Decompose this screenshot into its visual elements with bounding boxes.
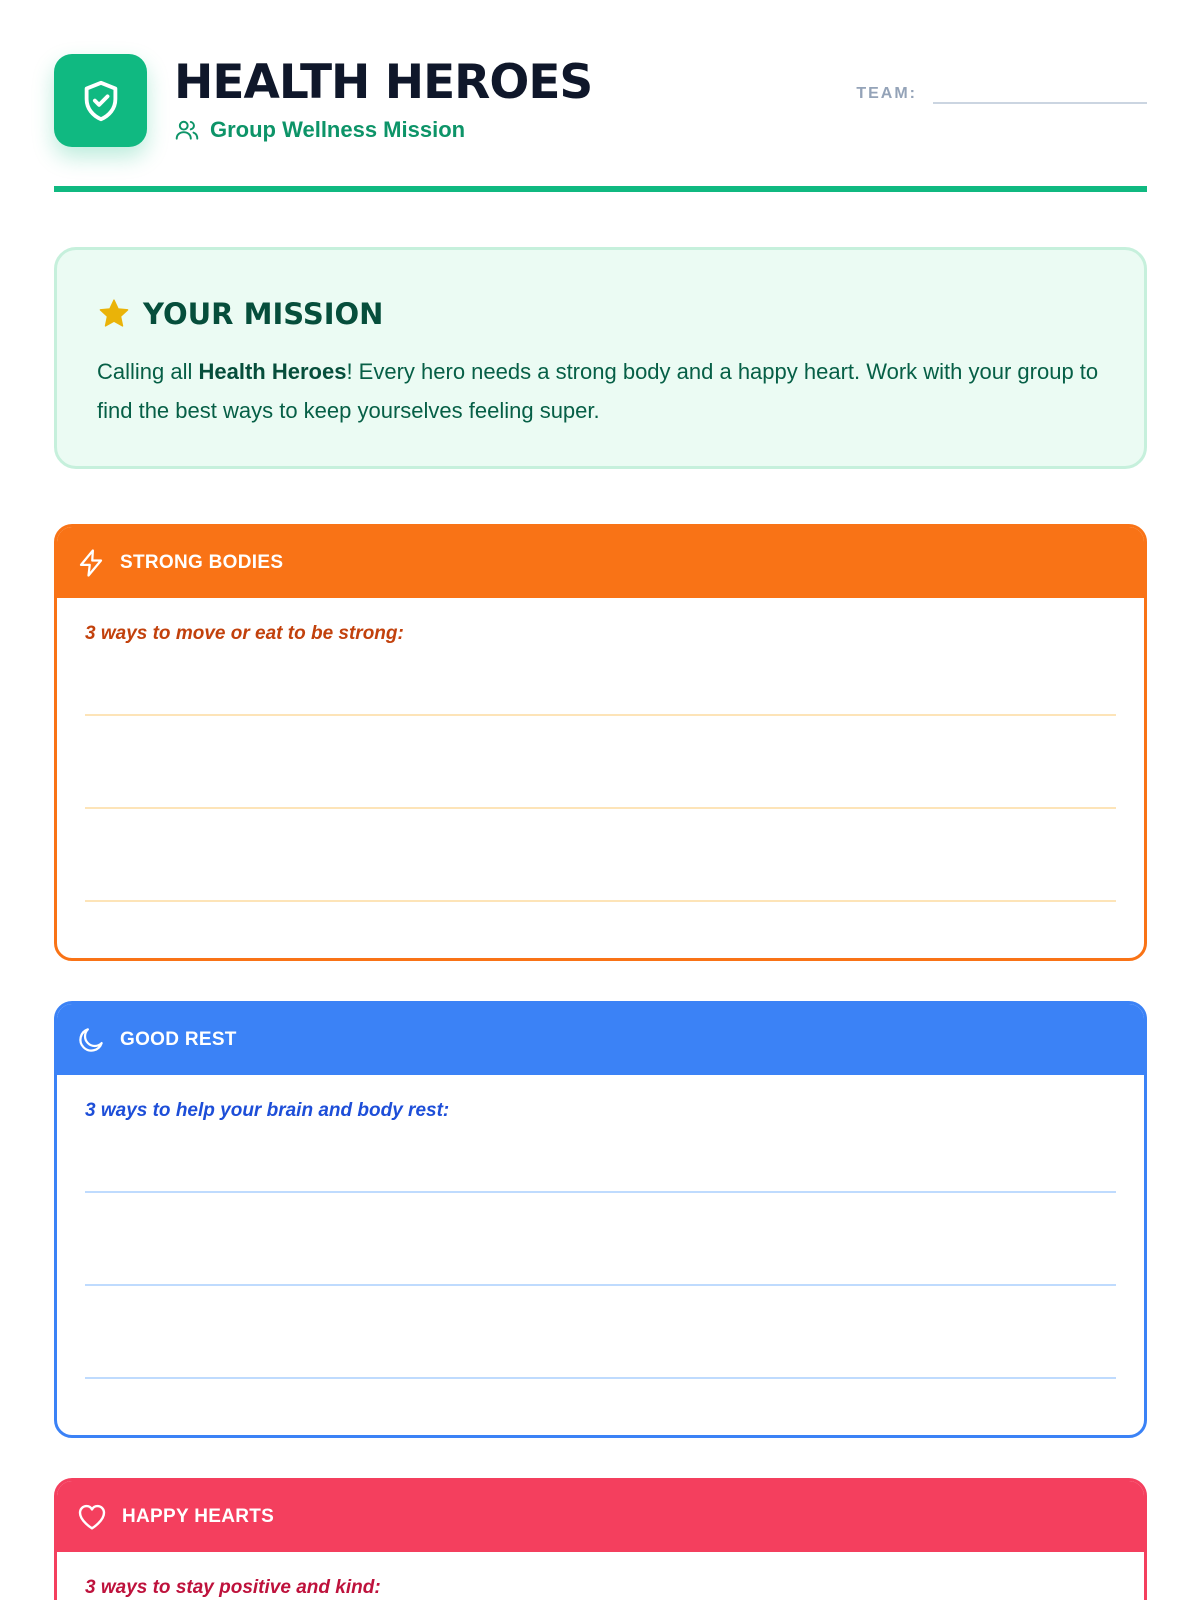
section-prompt: 3 ways to help your brain and body rest: — [85, 1100, 450, 1121]
section-strong-bodies — [54, 524, 1147, 961]
section-happy-hearts — [54, 1478, 1147, 1600]
section-title: GOOD REST — [120, 1028, 237, 1050]
section-title: HAPPY HEARTS — [122, 1505, 275, 1527]
shield-logo — [54, 54, 147, 147]
subtitle-text: Group Wellness Mission — [210, 117, 466, 142]
mission-card — [54, 247, 1147, 469]
lightning-icon — [76, 548, 106, 578]
section-prompt: 3 ways to stay positive and kind: — [85, 1577, 381, 1598]
worksheet-header — [54, 54, 1147, 148]
section-body — [57, 1075, 1144, 1379]
header-divider — [54, 186, 1147, 192]
answer-line-2[interactable] — [85, 1284, 1116, 1286]
answer-line-3[interactable] — [85, 1377, 1116, 1379]
team-field — [856, 84, 1147, 104]
section-body — [57, 598, 1144, 902]
moon-icon — [76, 1025, 106, 1055]
section-header — [57, 527, 1144, 598]
mission-description — [97, 352, 1104, 430]
section-header — [57, 1481, 1144, 1552]
mission-text-highlight: Health Heroes — [198, 359, 347, 384]
page-subtitle — [174, 116, 465, 144]
section-title: STRONG BODIES — [120, 551, 284, 573]
answer-line-1[interactable] — [85, 1191, 1116, 1193]
mission-text-end: ! Every hero needs a strong body and a happy heart. Work with your group to find the best ways to keep yourselves feeling super. — [97, 359, 1099, 423]
answer-line-3[interactable] — [85, 900, 1116, 902]
team-label: TEAM: — [856, 85, 917, 102]
mission-heading — [97, 294, 1104, 334]
answer-line-2[interactable] — [85, 807, 1116, 809]
heart-icon — [76, 1501, 108, 1533]
answer-line-1[interactable] — [85, 714, 1116, 716]
mission-heading-text: YOUR MISSION — [143, 297, 384, 331]
section-prompt: 3 ways to move or eat to be strong: — [85, 623, 404, 644]
section-header — [57, 1004, 1144, 1075]
worksheet-page — [54, 0, 1147, 1600]
section-body — [57, 1552, 1144, 1600]
section-good-rest — [54, 1001, 1147, 1438]
mission-text-start: Calling all — [97, 359, 199, 384]
page-title: HEALTH HEROES — [174, 55, 593, 110]
shield-check-icon — [78, 78, 124, 124]
star-icon — [97, 297, 131, 331]
users-icon — [174, 117, 200, 143]
team-input-line[interactable] — [933, 102, 1147, 104]
